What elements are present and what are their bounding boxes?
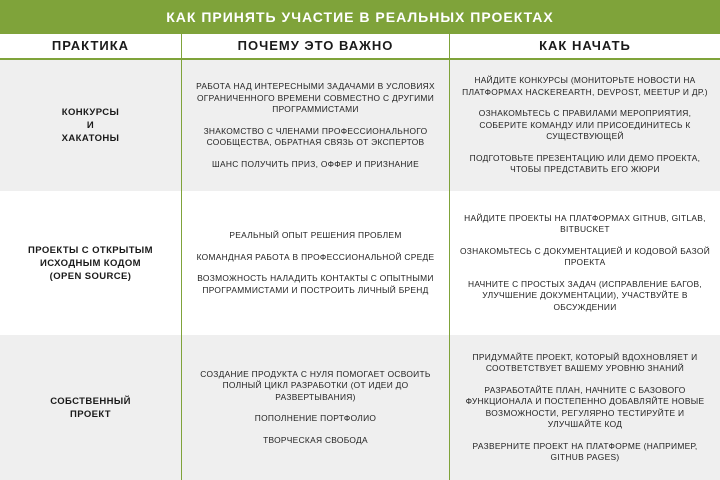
why-item: ТВОРЧЕСКАЯ СВОБОДА (263, 434, 368, 445)
why-item: КОМАНДНАЯ РАБОТА В ПРОФЕССИОНАЛЬНОЙ СРЕДЕ (196, 251, 435, 262)
practice-cell (0, 335, 182, 480)
practice-cell (0, 60, 182, 191)
why-item: СОЗДАНИЕ ПРОДУКТА С НУЛЯ ПОМОГАЕТ ОСВОИТЬ ПОЛНЫЙ ЦИКЛ РАЗРАБОТКИ (ОТ ИДЕИ ДО РАЗВЕРТЫВАНИЯ) (200, 368, 431, 402)
page-title: КАК ПРИНЯТЬ УЧАСТИЕ В РЕАЛЬНЫХ ПРОЕКТАХ (0, 0, 720, 34)
how-item: РАЗРАБОТАЙТЕ ПЛАН, НАЧНИТЕ С БАЗОВОГО ФУНКЦИОНАЛА И ПОСТЕПЕННО ДОБАВЛЯЙТЕ НОВЫЕ ВОЗМОЖНОСТИ, РЕГУЛЯРНО ТЕСТИРУЙТЕ И УЛУЧШАЙТЕ КОД (465, 384, 705, 429)
how-cell (450, 335, 720, 480)
why-item: РЕАЛЬНЫЙ ОПЫТ РЕШЕНИЯ ПРОБЛЕМ (229, 230, 402, 240)
why-cell (182, 335, 450, 480)
how-cell (450, 191, 720, 335)
header-why: ПОЧЕМУ ЭТО ВАЖНО (182, 34, 450, 58)
practice-name: СОБСТВЕННЫЙ ПРОЕКТ (50, 395, 131, 420)
why-item: ПОПОЛНЕНИЕ ПОРТФОЛИО (254, 413, 377, 424)
practice-cell (0, 191, 182, 335)
how-cell (450, 60, 720, 191)
how-item: ПРИДУМАЙТЕ ПРОЕКТ, КОТОРЫЙ ВДОХНОВЛЯЕТ И СООТВЕТСТВУЕТ ВАШЕМУ УРОВНЮ ЗНАНИЙ (472, 351, 698, 373)
how-item: НАЙДИТЕ КОНКУРСЫ (МОНИТОРЬТЕ НОВОСТИ НА ПЛАТФОРМАХ HACKEREARTH, DEVPOST, MEETUP И ДР.) (462, 75, 708, 97)
practice-name: ПРОЕКТЫ С ОТКРЫТЫМ ИСХОДНЫМ КОДОМ (OPEN SOURCE) (28, 244, 153, 282)
table-row (0, 191, 720, 335)
how-item: НАЧНИТЕ С ПРОСТЫХ ЗАДАЧ (ИСПРАВЛЕНИЕ БАГОВ, УЛУЧШЕНИЕ ДОКУМЕНТАЦИИ), УЧАСТВУЙТЕ В ОБСУЖДЕНИИ (468, 278, 702, 312)
table-header (0, 34, 720, 60)
how-item: РАЗВЕРНИТЕ ПРОЕКТ НА ПЛАТФОРМЕ (НАПРИМЕР, GITHUB PAGES) (472, 440, 698, 462)
table-row (0, 335, 720, 480)
why-item: РАБОТА НАД ИНТЕРЕСНЫМИ ЗАДАЧАМИ В УСЛОВИЯХ ОГРАНИЧЕННОГО ВРЕМЕНИ СОВМЕСТНО С ДРУГИМИ ПРОГРАММИСТАМИ (196, 81, 435, 114)
why-item: ВОЗМОЖНОСТЬ НАЛАДИТЬ КОНТАКТЫ С ОПЫТНЫМИ ПРОГРАММИСТАМИ И ПОСТРОИТЬ ЛИЧНЫЙ БРЕНД (197, 273, 434, 295)
practice-name: КОНКУРСЫ И ХАКАТОНЫ (61, 107, 120, 144)
why-cell (182, 191, 450, 335)
why-item: ШАНС ПОЛУЧИТЬ ПРИЗ, ОФФЕР И ПРИЗНАНИЕ (212, 158, 419, 169)
why-item: ЗНАКОМСТВО С ЧЛЕНАМИ ПРОФЕССИОНАЛЬНОГО СООБЩЕСТВА, ОБРАТНАЯ СВЯЗЬ ОТ ЭКСПЕРТОВ (203, 125, 428, 147)
header-how: КАК НАЧАТЬ (539, 38, 631, 53)
table-row (0, 60, 720, 191)
how-item: ПОДГОТОВЬТЕ ПРЕЗЕНТАЦИЮ ИЛИ ДЕМО ПРОЕКТА, ЧТОБЫ ПРЕДСТАВИТЬ ЕГО ЖЮРИ (469, 152, 701, 175)
how-item: ОЗНАКОМЬТЕСЬ С ДОКУМЕНТАЦИЕЙ И КОДОВОЙ БАЗОЙ ПРОЕКТА (459, 245, 711, 268)
how-item: НАЙДИТЕ ПРОЕКТЫ НА ПЛАТФОРМАХ GITHUB, GITLAB, BITBUCKET (464, 212, 706, 235)
how-item: ОЗНАКОМЬТЕСЬ С ПРАВИЛАМИ МЕРОПРИЯТИЯ, СОБЕРИТЕ КОМАНДУ ИЛИ ПРИСОЕДИНИТЕСЬ К СУЩЕСТВУЮЩЕЙ (478, 108, 692, 142)
header-practice: ПРАКТИКА (0, 34, 182, 58)
why-cell (182, 60, 450, 191)
